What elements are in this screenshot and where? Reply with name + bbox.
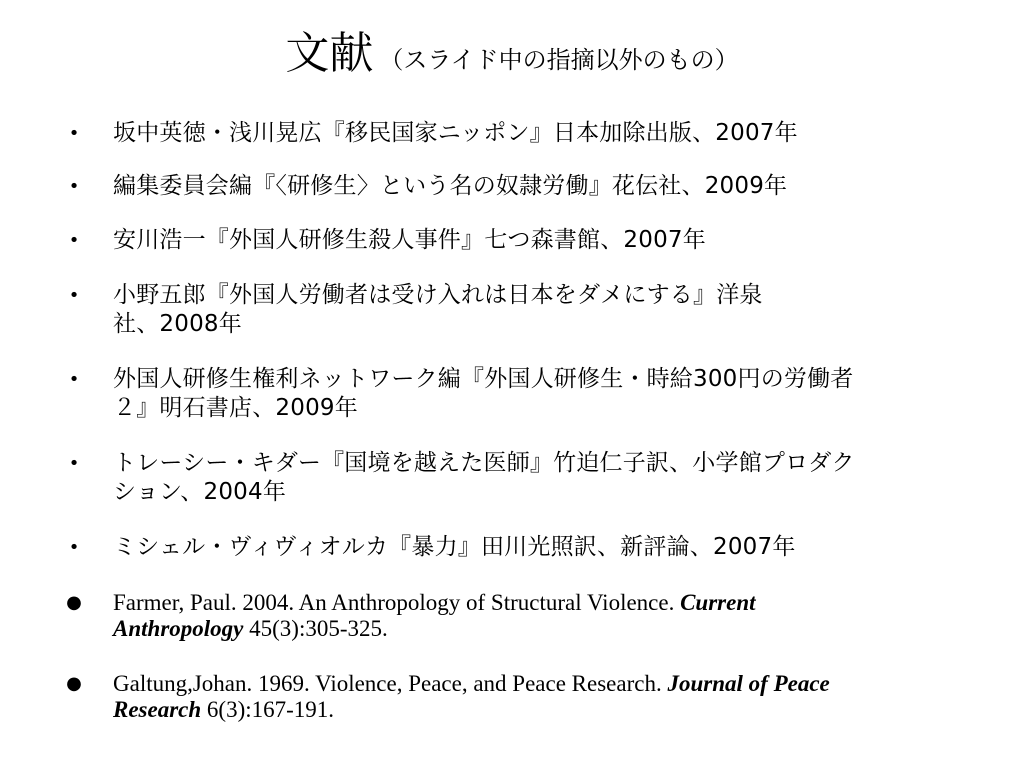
reference-line — [113, 616, 993, 642]
reference-line — [113, 590, 993, 616]
citation-text: Galtung,Johan. 1969. Violence, Peace, and Peace Research. — [113, 671, 668, 696]
reference-line: ミシェル・ヴィヴィオルカ『暴力』田川光照訳、新評論、2007年 — [113, 534, 796, 560]
reference-line: 編集委員会編『〈研修生〉という名の奴隷労働』花伝社、2009年 — [113, 173, 788, 199]
citation-volume: 6(3):167-191. — [201, 697, 335, 722]
reference-line: トレーシー・キダー『国境を越えた医師』竹迫仁子訳、小学館プロダク — [113, 450, 855, 476]
reference-line: 外国人研修生権利ネットワーク編『外国人研修生・時給300円の労働者 — [113, 366, 854, 392]
reference-text — [113, 449, 993, 507]
bullet-icon: ● — [66, 592, 82, 613]
reference-text — [113, 172, 993, 201]
bullet-icon: ● — [66, 673, 82, 694]
reference-text — [113, 281, 993, 339]
reference-text — [113, 590, 993, 642]
citation-volume: 45(3):305-325. — [243, 616, 388, 641]
reference-text — [113, 671, 993, 723]
reference-line: 小野五郎『外国人労働者は受け入れは日本をダメにする』洋泉 — [113, 282, 763, 308]
reference-line: 社、2008年 — [113, 311, 242, 337]
reference-line — [113, 671, 993, 697]
bullet-icon: • — [68, 537, 80, 558]
bullet-icon: • — [68, 176, 80, 197]
slide-title — [0, 24, 1024, 90]
bullet-icon: • — [68, 453, 80, 474]
reference-text — [113, 119, 993, 148]
reference-line: ション、2004年 — [113, 479, 287, 505]
reference-text — [113, 533, 993, 562]
journal-name: Research — [113, 697, 202, 722]
title-main: 文献 — [285, 28, 374, 79]
citation-text: Farmer, Paul. 2004. An Anthropology of Structural Violence. — [113, 590, 681, 615]
reference-text — [113, 226, 993, 255]
reference-line: 安川浩一『外国人研修生殺人事件』七つ森書館、2007年 — [113, 227, 706, 253]
journal-name: Current — [680, 590, 756, 615]
reference-line: 坂中英徳・浅川晃広『移民国家ニッポン』日本加除出版、2007年 — [113, 120, 798, 146]
bullet-icon: • — [68, 369, 80, 390]
reference-line — [113, 697, 993, 723]
bullet-icon: • — [68, 230, 80, 251]
bullet-icon: • — [68, 123, 80, 144]
reference-line: ２』明石書店、2009年 — [113, 395, 358, 421]
title-subtitle: （スライド中の指摘以外のもの） — [379, 46, 739, 74]
bullet-icon: • — [68, 285, 80, 306]
reference-text — [113, 365, 993, 423]
journal-name: Journal of Peace — [667, 671, 830, 696]
journal-name: Anthropology — [113, 616, 244, 641]
